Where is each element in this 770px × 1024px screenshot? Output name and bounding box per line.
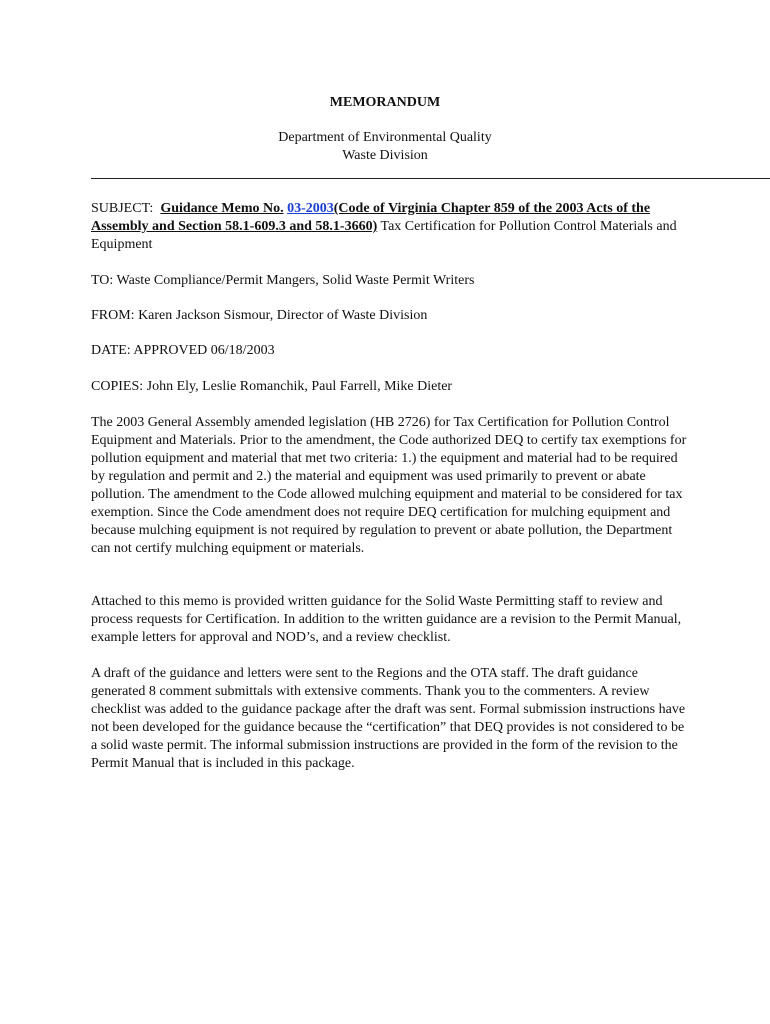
to-line: TO: Waste Compliance/Permit Mangers, Solid Waste Permit Writers — [91, 273, 475, 288]
department-name: Department of Environmental Quality — [278, 130, 492, 145]
subject-label: SUBJECT: — [91, 201, 154, 216]
body-paragraph: A draft of the guidance and letters were sent to the Regions and the OTA staff. The draft guidance generated 8 comment submittals with extensive comments. Thank you to the commenters. A review checklist was added to the guidance package after the draft was sent. Formal submission instructions have not been developed for the guidance because the “certification” that DEQ provides is not considered to be a solid waste permit. The informal submission instructions are provided in the form of the revision to the Permit Manual that is included in this package. — [91, 666, 686, 771]
date-line: DATE: APPROVED 06/18/2003 — [91, 343, 275, 358]
subject-line — [91, 200, 691, 254]
subject-prefix: Guidance Memo No. — [160, 201, 284, 216]
from-line: FROM: Karen Jackson Sismour, Director of Waste Division — [91, 308, 428, 323]
subject-citation: (Code of Virginia Chapter 859 of the 2003 Acts of the Assembly and Section 58.1-609.3 and 58.1-3660) — [91, 201, 651, 234]
division-name: Waste Division — [342, 148, 428, 163]
header-divider — [91, 178, 770, 179]
memo-title: MEMORANDUM — [329, 95, 441, 110]
subject-topic: Tax Certification for Pollution Control Materials and Equipment — [91, 219, 677, 252]
body-paragraph: The 2003 General Assembly amended legislation (HB 2726) for Tax Certification for Pollution Control Equipment and Materials. Prior to the amendment, the Code authorized DEQ to certify tax exemptions for pollution equipment and material that met two criteria: 1.) the equipment and material had to be required by regulation and permit and 2.) the material and equipment was used primarily to prevent or abate pollution. The amendment to the Code allowed mulching equipment and material to be considered for tax exemption. Since the Code amendment does not require DEQ certification for mulching equipment and because mulching equipment is not required by regulation to prevent or abate pollution, the Department can not certify mulching equipment or materials. — [91, 415, 687, 556]
memo-number-link[interactable]: 03-2003 — [287, 201, 334, 216]
body-paragraph: Attached to this memo is provided written guidance for the Solid Waste Permitting staff to review and process requests for Certification. In addition to the written guidance are a revision to the Permit Manual, example letters for approval and NOD’s, and a review checklist. — [91, 594, 682, 645]
copies-line: COPIES: John Ely, Leslie Romanchik, Paul Farrell, Mike Dieter — [91, 379, 453, 394]
